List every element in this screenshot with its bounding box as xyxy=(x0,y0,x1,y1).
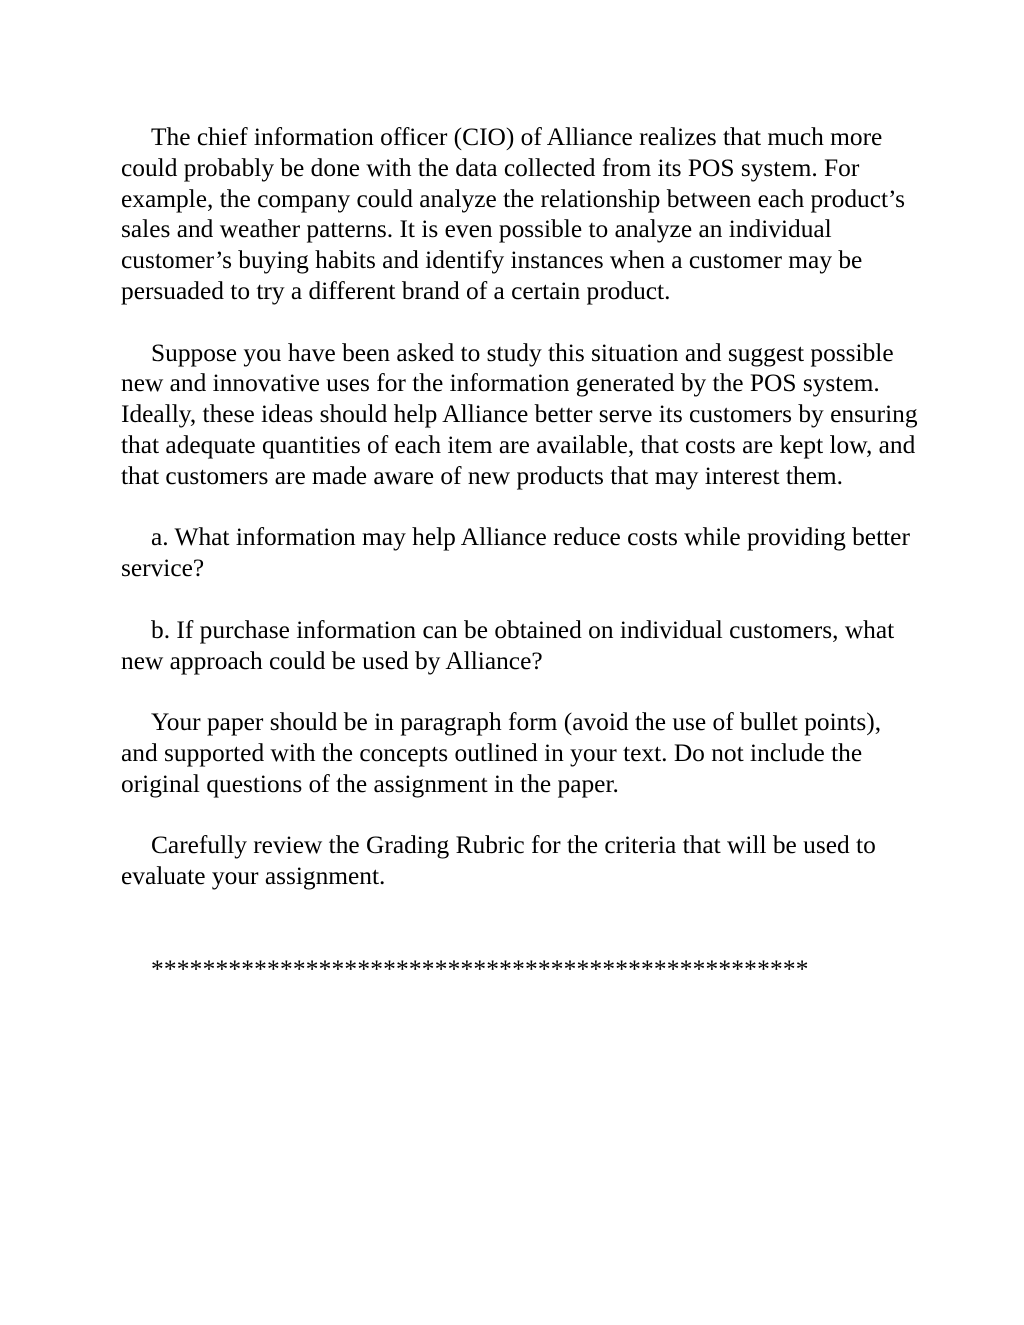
format-instructions: Your paper should be in paragraph form (avoid the use of bullet points), and supported with the concepts outlined in your text. Do not include the original questions of the assignment in the paper. xyxy=(121,708,882,798)
rubric-note: Carefully review the Grading Rubric for the criteria that will be used to evaluate your assignment. xyxy=(121,831,876,891)
scenario-paragraph: Suppose you have been asked to study this situation and suggest possible new and innovative uses for the information generated by the POS system. Ideally, these ideas should help Alliance better serve its customers by ensuring that adequate quantities of each item are available, that costs are kept low, and that customers are made aware of new products that may interest them. xyxy=(121,338,918,490)
intro-paragraph: The chief information officer (CIO) of Alliance realizes that much more could probably be done with the data collected from its POS system. For example, the company could analyze the relationship between each product’s sales and weather patterns. It is even possible to analyze an individual customer’s buying habits and identify instances when a customer may be persuaded to try a different brand of a certain product. xyxy=(121,123,905,305)
question-b: b. If purchase information can be obtained on individual customers, what new approach could be used by Alliance? xyxy=(121,615,895,675)
asterisk-separator: *************************************************** xyxy=(151,954,809,983)
question-a: a. What information may help Alliance reduce costs while providing better service? xyxy=(121,523,910,583)
document-body xyxy=(121,122,921,1015)
